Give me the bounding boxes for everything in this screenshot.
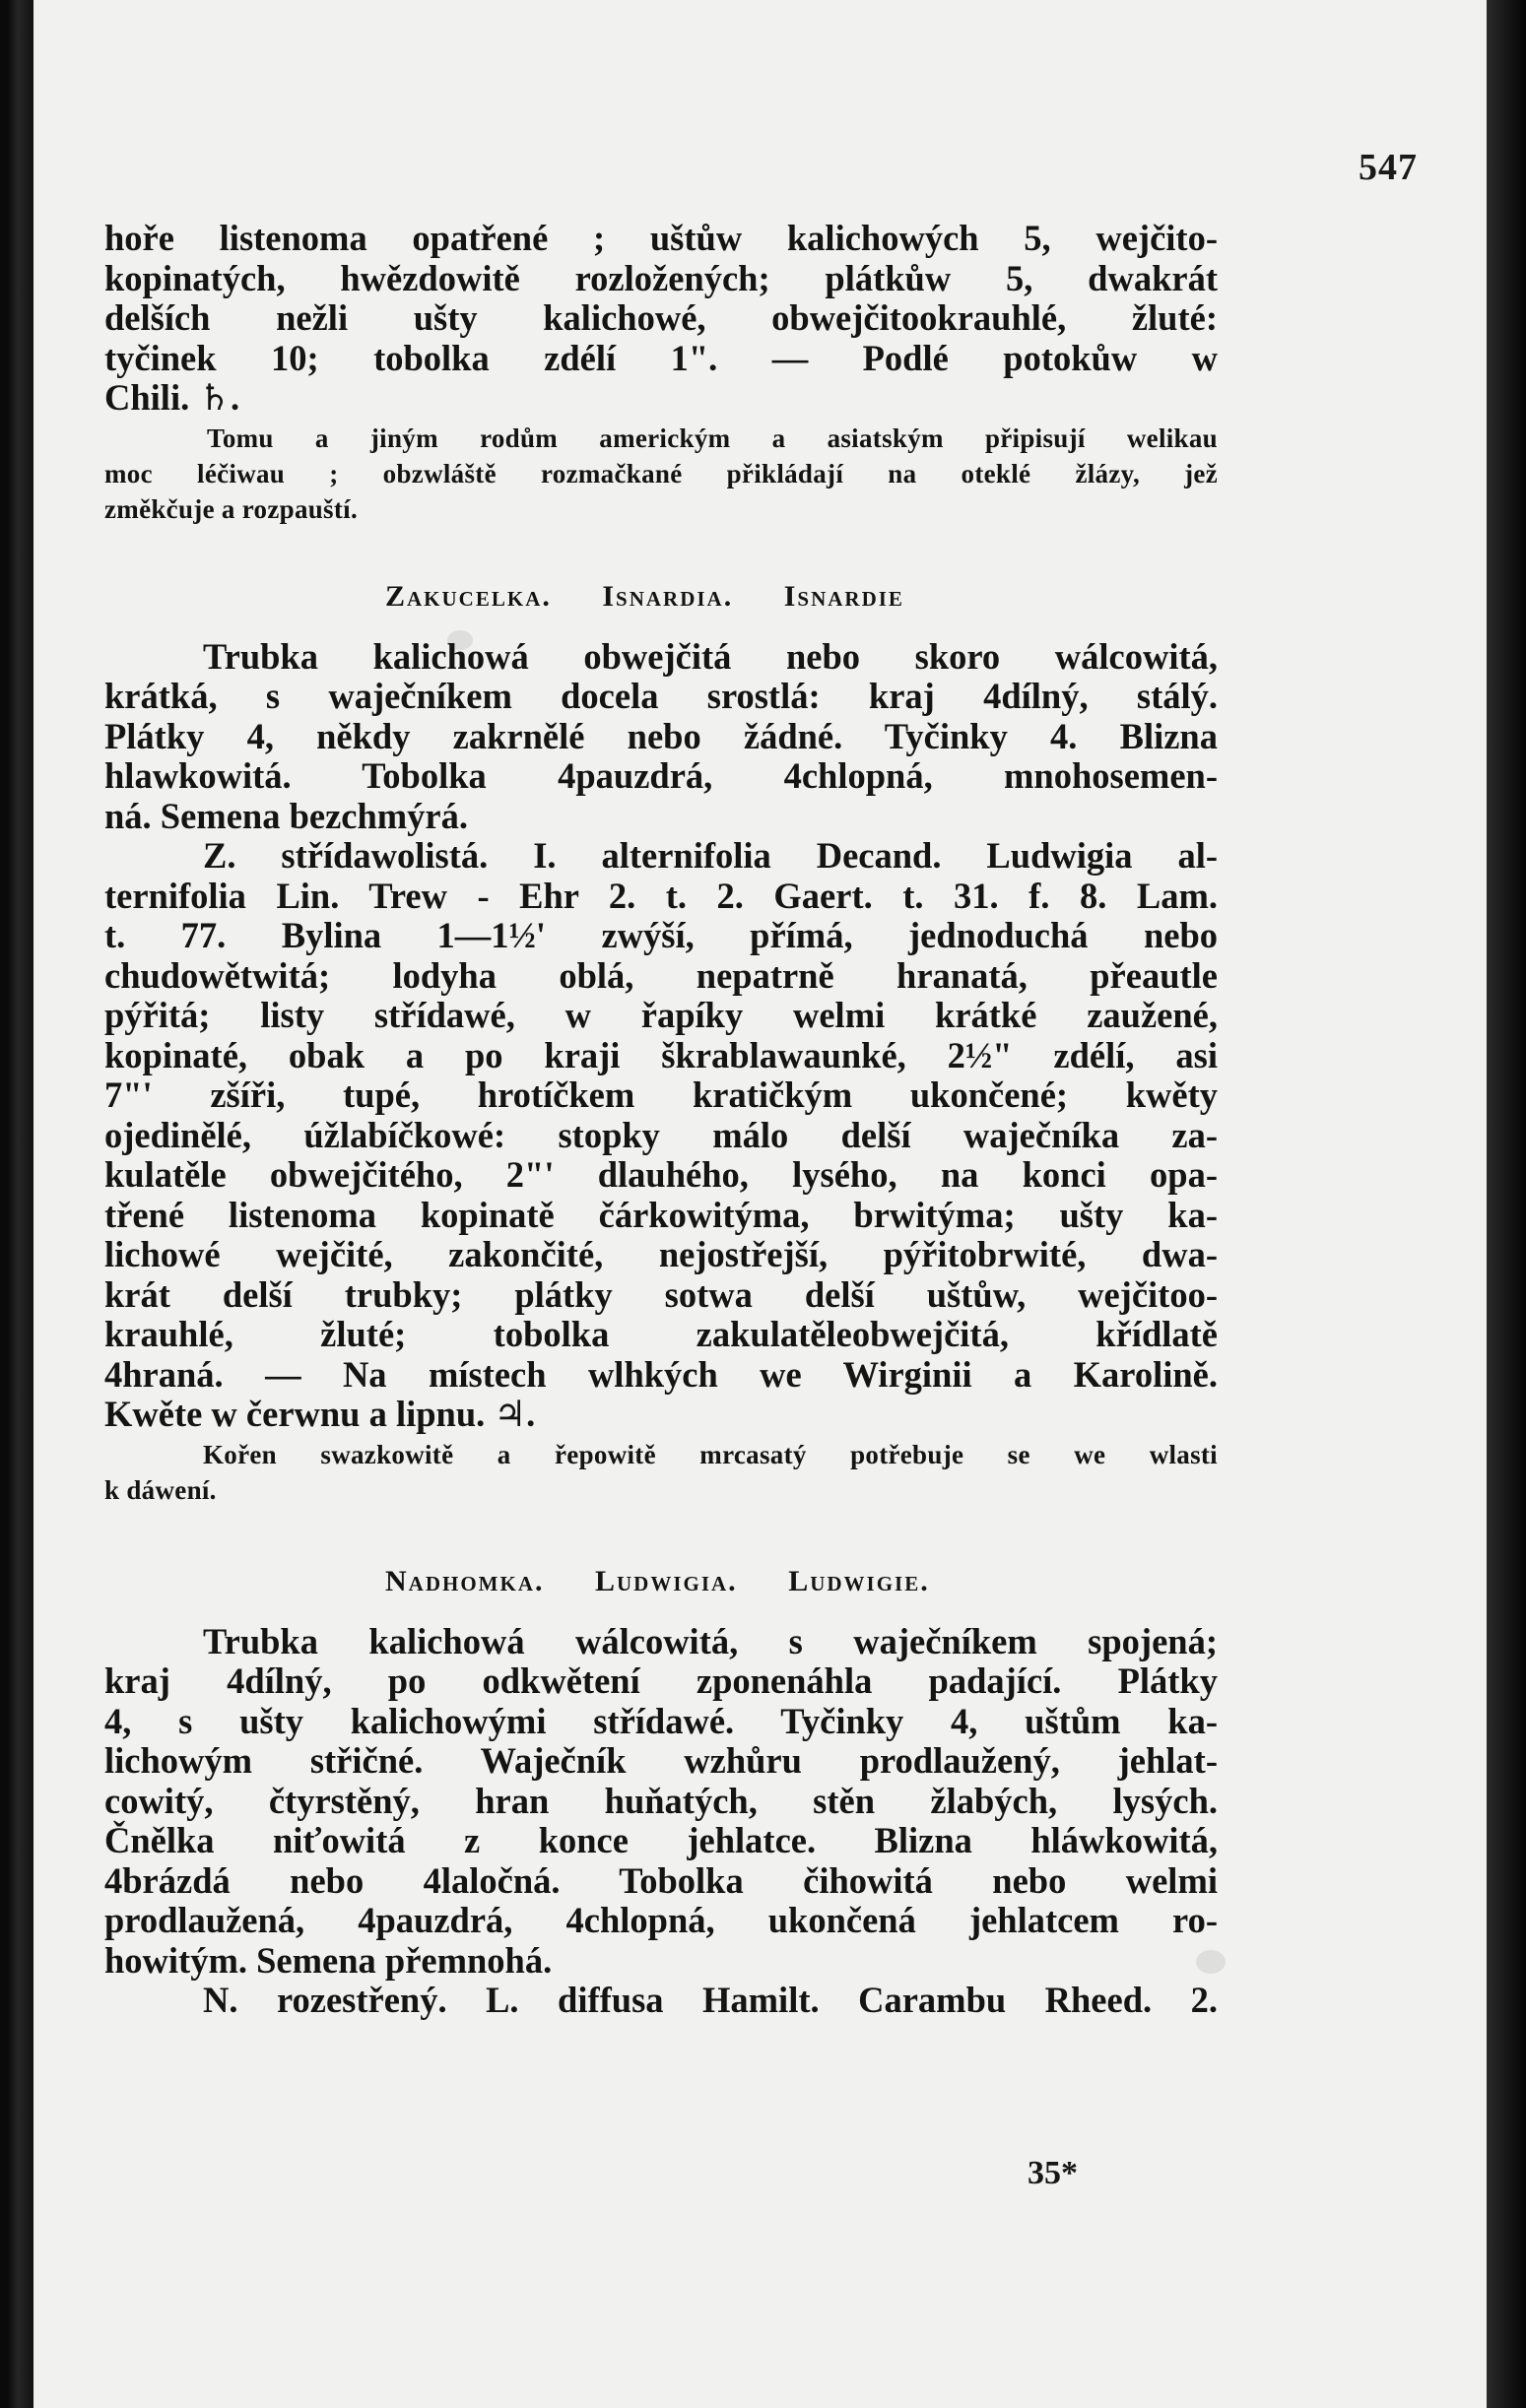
text-line: pýřitá; listy střídawé, w řapíky welmi krátké zaužené, bbox=[104, 995, 1218, 1035]
page-shadow bbox=[1487, 0, 1526, 2408]
text-line: hoře listenoma opatřené ; uštůw kalichowých 5, wejčito- bbox=[104, 218, 1218, 258]
paragraph-species-description bbox=[104, 836, 1218, 1435]
text-line: 4brázdá nebo 4laločná. Tobolka čihowitá nebo welmi bbox=[104, 1859, 1218, 1901]
paragraph-species-entry bbox=[104, 1981, 1218, 2021]
text-line: moc léčiwau ; obzwláště rozmačkané přikládají na oteklé žlázy, jež bbox=[104, 458, 1218, 488]
book-page bbox=[33, 0, 1487, 2408]
text-line: 4hraná. — Na místech wlhkých we Wirginii a Karolině. bbox=[104, 1353, 1218, 1395]
text-line: tyčinek 10; tobolka zdélí 1". — Podlé potokůw w bbox=[104, 337, 1218, 378]
small-print-note bbox=[104, 421, 1218, 527]
text-line: ternifolia Lin. Trew - Ehr 2. t. 2. Gaert. t. 31. f. 8. Lam. bbox=[104, 875, 1218, 916]
page-body bbox=[104, 219, 1218, 2021]
text-line: Trubka kalichowá wálcowitá, s waječníkem spojená; bbox=[203, 1620, 1218, 1661]
text-line: 4, s ušty kalichowými střídawé. Tyčinky 4, uštům ka- bbox=[104, 1700, 1218, 1741]
heading-german-name: Ludwigie. bbox=[788, 1564, 930, 1597]
text-line: delších nežli ušty kalichowé, obwejčitookrauhlé, žluté: bbox=[104, 297, 1218, 338]
text-line: ojedinělé, úžlabíčkowé: stopky málo delší waječníka za- bbox=[104, 1114, 1218, 1155]
text-line: krátká, s waječníkem docela srostlá: kraj 4dílný, stálý. bbox=[104, 676, 1218, 716]
text-line: krauhlé, žluté; tobolka zakulatěleobwejčitá, křídlatě bbox=[104, 1314, 1218, 1354]
text-line: hlawkowitá. Tobolka 4pauzdrá, 4chlopná, mnohosemen- bbox=[104, 755, 1218, 796]
text-line: Kwěte w čerwnu a lipnu. ♃. bbox=[104, 1394, 536, 1434]
heading-german-name: Isnardie bbox=[783, 579, 904, 613]
text-line: Trubka kalichowá obwejčitá nebo skoro wálcowitá, bbox=[203, 635, 1218, 677]
heading-latin-name: Ludwigia. bbox=[595, 1564, 738, 1597]
text-line: N. rozestřený. L. diffusa Hamilt. Carambu Rheed. 2. bbox=[203, 1980, 1218, 2020]
genus-heading-ludwigia bbox=[104, 1565, 1218, 1598]
text-line: Kořen swazkowitě a řepowitě mrcasatý potřebuje se we wlasti bbox=[203, 1439, 1218, 1469]
page-number: 547 bbox=[1359, 147, 1418, 188]
text-line: cowitý, čtyrstěný, hran huňatých, stěn žlabých, lysých. bbox=[104, 1780, 1218, 1821]
text-line: t. 77. Bylina 1—1½' zwýší, přímá, jednoduchá nebo bbox=[104, 915, 1218, 955]
small-print-note bbox=[104, 1437, 1218, 1508]
heading-czech-name: Zakucelka. bbox=[385, 579, 552, 613]
text-line: změkčuje a rozpauští. bbox=[104, 493, 359, 524]
genus-heading-isnardia bbox=[104, 580, 1218, 614]
text-line: chudowětwitá; lodyha oblá, nepatrně hranatá, přeautle bbox=[104, 954, 1218, 996]
text-line: kopinatých, hwězdowitě rozložených; plátkůw 5, dwakrát bbox=[104, 257, 1218, 298]
text-line: třené listenoma kopinatě čárkowitýma, brwitýma; ušty ka- bbox=[104, 1194, 1218, 1235]
text-line: prodlaužená, 4pauzdrá, 4chlopná, ukončená jehlatcem ro- bbox=[104, 1900, 1218, 1940]
heading-czech-name: Nadhomka. bbox=[385, 1564, 545, 1597]
signature-mark: 35* bbox=[1028, 2155, 1078, 2191]
text-line: Tomu a jiným rodům americkým a asiatským připisují welikau bbox=[207, 423, 1218, 453]
paragraph-continued-description bbox=[104, 219, 1218, 419]
text-line: Chili. ♄. bbox=[104, 377, 240, 418]
text-line: Z. střídawolistá. I. alternifolia Decand. Ludwigia al- bbox=[203, 835, 1218, 876]
text-line: kulatěle obwejčitého, 2"' dlauhého, lysého, na konci opa- bbox=[104, 1154, 1218, 1195]
text-line: Plátky 4, někdy zakrnělé nebo žádné. Tyčinky 4. Blizna bbox=[104, 715, 1218, 756]
text-line: 7"' zšíři, tupé, hrotíčkem kratičkým ukončené; kwěty bbox=[104, 1074, 1218, 1115]
text-line: k dáwení. bbox=[104, 1474, 217, 1505]
text-line: ná. Semena bezchmýrá. bbox=[104, 795, 469, 836]
text-line: lichowým střičné. Waječník wzhůru prodlaužený, jehlat- bbox=[104, 1740, 1218, 1781]
text-line: kraj 4dílný, po odkwětení zponenáhla padající. Plátky bbox=[104, 1660, 1218, 1701]
text-line: Čnělka niťowitá z konce jehlatce. Blizna hláwkowitá, bbox=[104, 1820, 1218, 1860]
heading-latin-name: Isnardia. bbox=[602, 579, 734, 613]
text-line: howitým. Semena přemnohá. bbox=[104, 1939, 553, 1981]
text-line: kopinaté, obak a po kraji škrablawaunké, 2½" zdélí, asi bbox=[104, 1034, 1218, 1075]
binding-edge bbox=[8, 0, 33, 2408]
paragraph-genus-description bbox=[104, 1622, 1218, 1982]
text-line: lichowé wejčité, zakončité, nejostřejší, pýřitobrwité, dwa- bbox=[104, 1234, 1218, 1274]
paragraph-genus-description bbox=[104, 637, 1218, 837]
text-line: krát delší trubky; plátky sotwa delší uštůw, wejčitoo- bbox=[104, 1273, 1218, 1315]
